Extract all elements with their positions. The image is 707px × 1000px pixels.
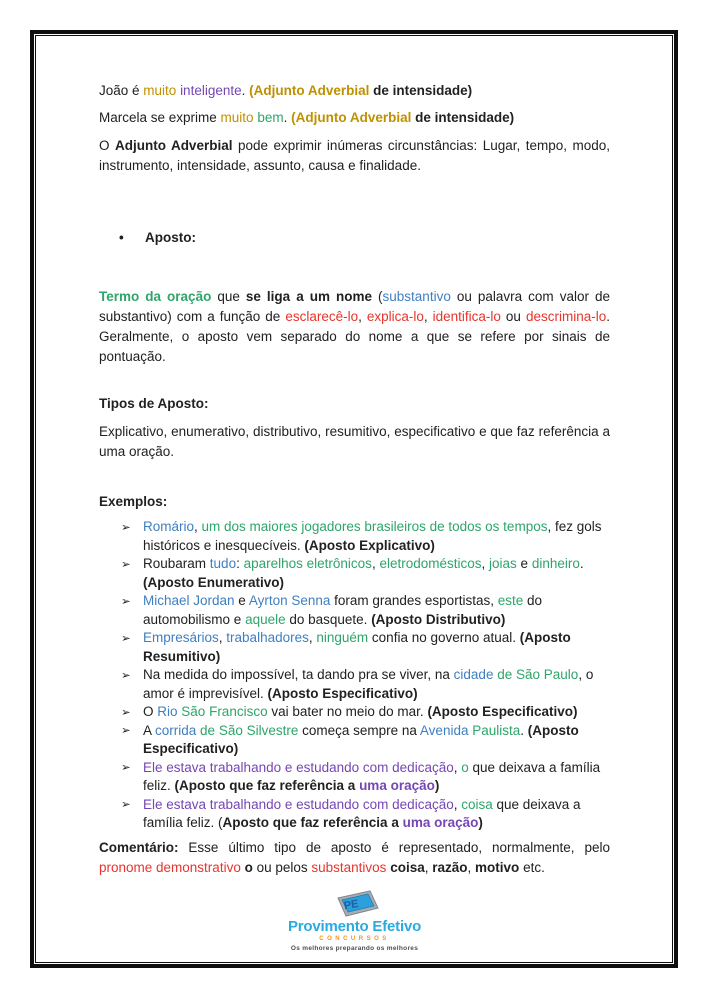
text-segment: vai bater no meio do mar. (267, 704, 428, 719)
example-list-item (121, 518, 610, 555)
text-segment: (Aposto Especificativo) (143, 722, 579, 756)
text-segment: ) (478, 815, 483, 830)
tipos-de-aposto-paragraph: Explicativo, enumerativo, distributivo, resumitivo, especificativo e que faz referência a uma oração. (99, 424, 610, 459)
text-segment: Aposto que faz referência a (222, 815, 403, 830)
text-segment: Ayrton Senna (248, 593, 331, 608)
logo-letters: PE (342, 897, 360, 912)
text-segment: , fez gols históricos e inesquecíveis. (143, 519, 602, 553)
text-segment: , (358, 309, 367, 324)
text-segment: Ele estava trabalhando e estudando com dedicação (143, 796, 454, 812)
example-text (143, 723, 579, 757)
example-text (143, 630, 571, 664)
text-segment: eletrodomésticos (379, 556, 482, 571)
adjunto-adverbial-paragraph (99, 136, 610, 176)
text-segment: , (423, 309, 433, 324)
text-segment: A (143, 722, 156, 738)
example-text (143, 519, 602, 553)
text-segment: que deixava a família feliz. (143, 759, 601, 793)
text-segment: ) (434, 778, 440, 793)
brand-subtitle: CONCURSOS (319, 935, 390, 942)
example-text (143, 593, 542, 627)
arrow-bullet-icon: ➢ (121, 706, 131, 719)
text-segment: Avenida (419, 722, 469, 738)
text-segment: , (194, 519, 202, 534)
text-segment: etc. (519, 859, 545, 875)
text-segment: , (218, 630, 227, 645)
arrow-bullet-icon: ➢ (121, 799, 131, 811)
text-segment: uma oração (402, 815, 479, 830)
text-segment: , (467, 859, 476, 875)
text-segment: (Aposto Enumerativo) (143, 574, 285, 590)
text-segment: aparelhos eletrônicos (243, 556, 372, 571)
text-segment: e (516, 556, 532, 571)
text-segment: muito (220, 110, 258, 125)
example-sentence-joao (99, 81, 610, 101)
arrow-bullet-icon: ➢ (121, 595, 131, 608)
text-segment: . (283, 110, 292, 125)
document-content (36, 36, 672, 962)
text-segment: ( (378, 289, 383, 304)
termo-da-oracao-paragraph (99, 287, 610, 367)
text-segment: razão (432, 859, 468, 875)
text-segment: se liga a um nome (245, 289, 379, 304)
text-segment: O (143, 704, 158, 719)
text-segment: e (234, 593, 249, 608)
text-segment: o (461, 759, 469, 775)
text-segment: que deixava a família feliz. ( (143, 796, 581, 830)
brand-tagline: Os melhores preparando os melhores (290, 944, 419, 952)
text-segment: (Aposto Especificativo) (267, 685, 418, 701)
example-list-item (121, 722, 610, 759)
text-segment: Marcela se exprime (99, 110, 221, 125)
text-segment: (Aposto que faz referência a (174, 778, 360, 793)
text-segment: Termo da oração (99, 289, 212, 304)
bullet-icon: • (119, 230, 124, 245)
text-segment: começa sempre na (298, 722, 420, 738)
text-segment: aquele (245, 611, 286, 627)
text-segment: do basquete. (285, 611, 372, 627)
text-segment: muito (143, 83, 181, 98)
text-segment: São Francisco (181, 704, 268, 719)
text-segment: . (241, 83, 250, 98)
text-segment: Roubaram (143, 556, 210, 571)
text-segment: substantivo (382, 289, 451, 304)
text-segment: pronome demonstrativo (99, 859, 241, 875)
text-segment: tudo (209, 556, 237, 571)
examples-list (99, 518, 610, 833)
text-segment: de intensidade) (415, 110, 515, 125)
text-segment: trabalhadores (226, 630, 309, 645)
text-segment: (Adjunto Adverbial (291, 110, 416, 125)
text-segment: , (453, 796, 462, 812)
text-segment: que (211, 289, 246, 304)
text-segment: Comentário: (99, 839, 179, 855)
text-segment: explica-lo (366, 309, 424, 324)
pe-box-logo-icon (331, 887, 379, 918)
text-segment: (Aposto Especificativo) (427, 704, 578, 719)
example-text (143, 704, 577, 719)
example-text (143, 760, 600, 794)
aposto-bullet-heading (119, 228, 610, 248)
text-segment: joias (489, 556, 517, 571)
page-border-frame (30, 30, 678, 968)
text-segment: identifica-lo (432, 309, 501, 324)
footer-logo-block (99, 887, 610, 953)
text-segment: de intensidade) (373, 83, 473, 98)
text-segment: Michael Jordan (143, 593, 235, 608)
text-segment: Paulista (472, 722, 521, 738)
example-list-item (121, 592, 610, 629)
text-segment: . (579, 556, 584, 571)
text-segment: inteligente (180, 83, 242, 98)
text-segment: pode exprimir inúmeras circunstâncias: Lugar, tempo, modo, instrumento, intensidade, assunto, causa e finalidade. (99, 138, 610, 173)
text-segment: . (520, 722, 528, 738)
example-text (143, 797, 581, 831)
text-segment: , (481, 556, 490, 571)
text-segment: (Aposto Distributivo) (371, 611, 506, 627)
text-segment: corrida (155, 722, 197, 738)
page-border-inner (35, 35, 673, 963)
text-segment: Ele estava trabalhando e estudando com dedicação (143, 759, 454, 775)
example-list-item (121, 703, 610, 722)
text-segment: , (453, 759, 462, 775)
example-list-item (121, 555, 610, 592)
tipos-de-aposto-heading: Tipos de Aposto: (99, 396, 209, 411)
text-segment: (Adjunto Adverbial (249, 83, 374, 98)
text-segment: ou palavra com valor de substantivo) com a função de (99, 289, 610, 324)
text-segment: ou (500, 309, 526, 324)
comentario-paragraph (99, 838, 610, 878)
text-segment: João é (99, 83, 144, 98)
brand-name: Provimento Efetivo (287, 917, 422, 935)
arrow-bullet-icon: ➢ (121, 632, 131, 645)
example-sentence-marcela (99, 108, 610, 128)
exemplos-heading: Exemplos: (99, 494, 168, 509)
text-segment: , (371, 556, 380, 571)
text-segment: este (497, 593, 524, 608)
text-segment: confia no governo atual. (368, 630, 520, 645)
text-segment: dinheiro (531, 556, 580, 571)
arrow-bullet-icon: ➢ (121, 762, 131, 774)
arrow-bullet-icon: ➢ (121, 669, 131, 682)
example-list-item (121, 796, 610, 833)
text-segment: do automobilismo e (143, 593, 543, 627)
arrow-bullet-icon: ➢ (121, 725, 131, 737)
example-list-item (121, 666, 610, 703)
text-segment: Esse último tipo de aposto é representado, normalmente, pelo (178, 839, 610, 855)
example-text (143, 556, 584, 590)
text-segment: uma oração (359, 778, 435, 793)
text-segment: substantivos (311, 859, 387, 875)
text-segment: ninguém (316, 630, 369, 645)
text-segment: bem (257, 110, 284, 125)
text-segment: coisa (461, 796, 493, 812)
text-segment: descrimina-lo (525, 309, 607, 324)
text-segment: esclarecê-lo (285, 309, 359, 324)
text-segment: coisa (390, 859, 425, 875)
text-segment: , (424, 859, 433, 875)
text-segment: , (308, 630, 317, 645)
aposto-heading-label: Aposto: (145, 230, 196, 245)
example-list-item (121, 759, 610, 796)
text-segment: : (236, 556, 244, 571)
arrow-bullet-icon: ➢ (121, 558, 131, 571)
text-segment: O (99, 138, 115, 153)
arrow-bullet-icon: ➢ (121, 521, 131, 534)
text-segment: o (244, 859, 253, 875)
text-segment: Adjunto Adverbial (114, 138, 233, 153)
text-segment: motivo (475, 859, 520, 875)
text-segment: (Aposto Explicativo) (304, 537, 435, 553)
example-text (143, 667, 593, 701)
text-segment: . Geralmente, o aposto vem separado do nome a que se refere por sinais de pontuação. (99, 309, 610, 364)
text-segment: , o amor é imprevisível. (143, 667, 594, 701)
text-segment: Rio (157, 704, 178, 719)
text-segment: (Aposto Resumitivo) (143, 630, 571, 664)
text-segment: foram grandes esportistas, (330, 593, 498, 608)
example-list-item (121, 629, 610, 666)
text-segment: de São Paulo (497, 667, 579, 682)
text-segment: Romário (143, 519, 195, 534)
text-segment: de São Silvestre (200, 722, 299, 738)
text-segment: Na medida do impossível, ta dando pra se viver, na (143, 667, 454, 682)
text-segment: um dos maiores jogadores brasileiros de todos os tempos (201, 519, 548, 534)
text-segment: cidade (453, 667, 494, 682)
text-segment: Empresários (143, 630, 219, 645)
text-segment: ou pelos (252, 859, 312, 875)
